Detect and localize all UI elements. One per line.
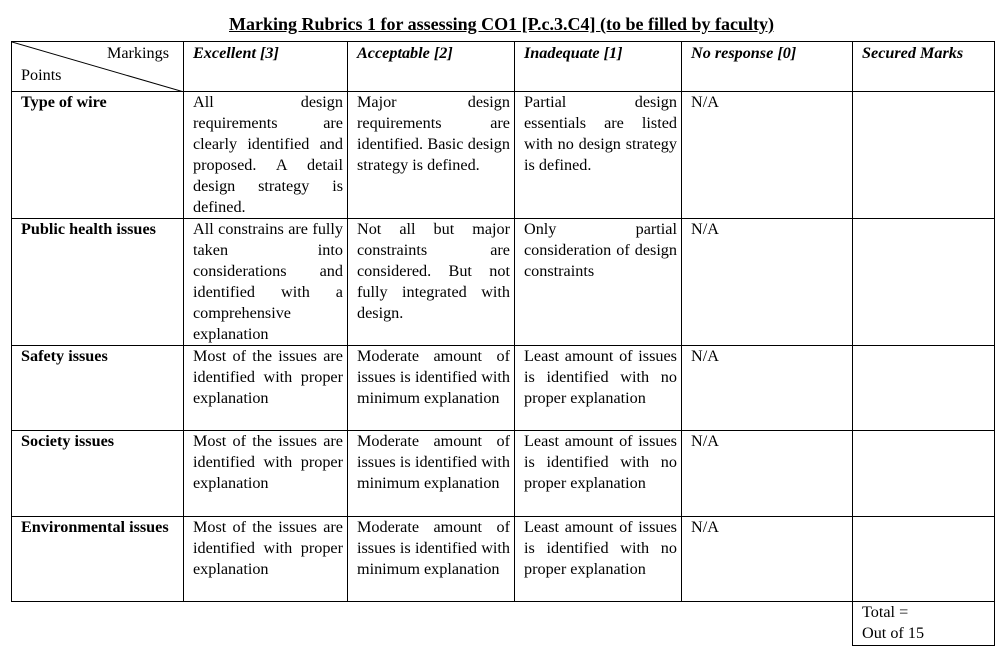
total-out-of: Out of 15 bbox=[862, 624, 925, 642]
cell-secured-marks[interactable] bbox=[853, 517, 995, 602]
points-label: Points bbox=[21, 66, 62, 84]
cell-excellent: Most of the issues are identified with proper explanation bbox=[184, 517, 348, 602]
table-row bbox=[12, 92, 995, 219]
cell-inadequate: Least amount of issues is identified with no proper explanation bbox=[515, 517, 682, 602]
table-row bbox=[12, 219, 995, 346]
total-row-spacer bbox=[12, 602, 853, 646]
cell-excellent: All design requirements are clearly identified and proposed. A detail design strategy is defined. bbox=[184, 92, 348, 219]
cell-no-response: N/A bbox=[682, 517, 853, 602]
row-label: Society issues bbox=[12, 431, 184, 517]
cell-acceptable: Not all but major constraints are considered. But not fully integrated with design. bbox=[348, 219, 515, 346]
cell-secured-marks[interactable] bbox=[853, 431, 995, 517]
cell-no-response: N/A bbox=[682, 219, 853, 346]
table-row bbox=[12, 346, 995, 431]
row-label: Type of wire bbox=[12, 92, 184, 219]
total-cell[interactable] bbox=[853, 602, 995, 646]
cell-secured-marks[interactable] bbox=[853, 346, 995, 431]
column-header-excellent: Excellent [3] bbox=[184, 42, 348, 92]
cell-no-response: N/A bbox=[682, 92, 853, 219]
cell-acceptable: Moderate amount of issues is identified with minimum explanation bbox=[348, 346, 515, 431]
cell-excellent: Most of the issues are identified with proper explanation bbox=[184, 431, 348, 517]
row-label: Environmental issues bbox=[12, 517, 184, 602]
row-label: Safety issues bbox=[12, 346, 184, 431]
cell-inadequate: Least amount of issues is identified with no proper explanation bbox=[515, 346, 682, 431]
cell-no-response: N/A bbox=[682, 346, 853, 431]
markings-label: Markings bbox=[106, 44, 169, 62]
cell-secured-marks[interactable] bbox=[853, 219, 995, 346]
column-header-secured-marks: Secured Marks bbox=[853, 42, 995, 92]
table-row bbox=[12, 517, 995, 602]
cell-excellent: All constrains are fully taken into considerations and identified with a comprehensive explanation bbox=[184, 219, 348, 346]
cell-inadequate: Least amount of issues is identified with no proper explanation bbox=[515, 431, 682, 517]
total-row bbox=[12, 602, 995, 646]
column-header-no-response: No response [0] bbox=[682, 42, 853, 92]
row-label: Public health issues bbox=[12, 219, 184, 346]
cell-excellent: Most of the issues are identified with proper explanation bbox=[184, 346, 348, 431]
cell-acceptable: Major design requirements are identified. Basic design strategy is defined. bbox=[348, 92, 515, 219]
page-title: Marking Rubrics 1 for assessing CO1 [P.c.3.C4] (to be filled by faculty) bbox=[229, 14, 774, 34]
diagonal-header-cell bbox=[12, 42, 184, 92]
header-row bbox=[12, 42, 995, 92]
total-label: Total = bbox=[862, 603, 909, 621]
cell-no-response: N/A bbox=[682, 431, 853, 517]
rubric-table bbox=[11, 41, 995, 646]
table-row bbox=[12, 431, 995, 517]
cell-acceptable: Moderate amount of issues is identified with minimum explanation bbox=[348, 431, 515, 517]
cell-acceptable: Moderate amount of issues is identified with minimum explanation bbox=[348, 517, 515, 602]
column-header-inadequate: Inadequate [1] bbox=[515, 42, 682, 92]
cell-inadequate: Only partial consideration of design constraints bbox=[515, 219, 682, 346]
cell-inadequate: Partial design essentials are listed with no design strategy is defined. bbox=[515, 92, 682, 219]
cell-secured-marks[interactable] bbox=[853, 92, 995, 219]
column-header-acceptable: Acceptable [2] bbox=[348, 42, 515, 92]
